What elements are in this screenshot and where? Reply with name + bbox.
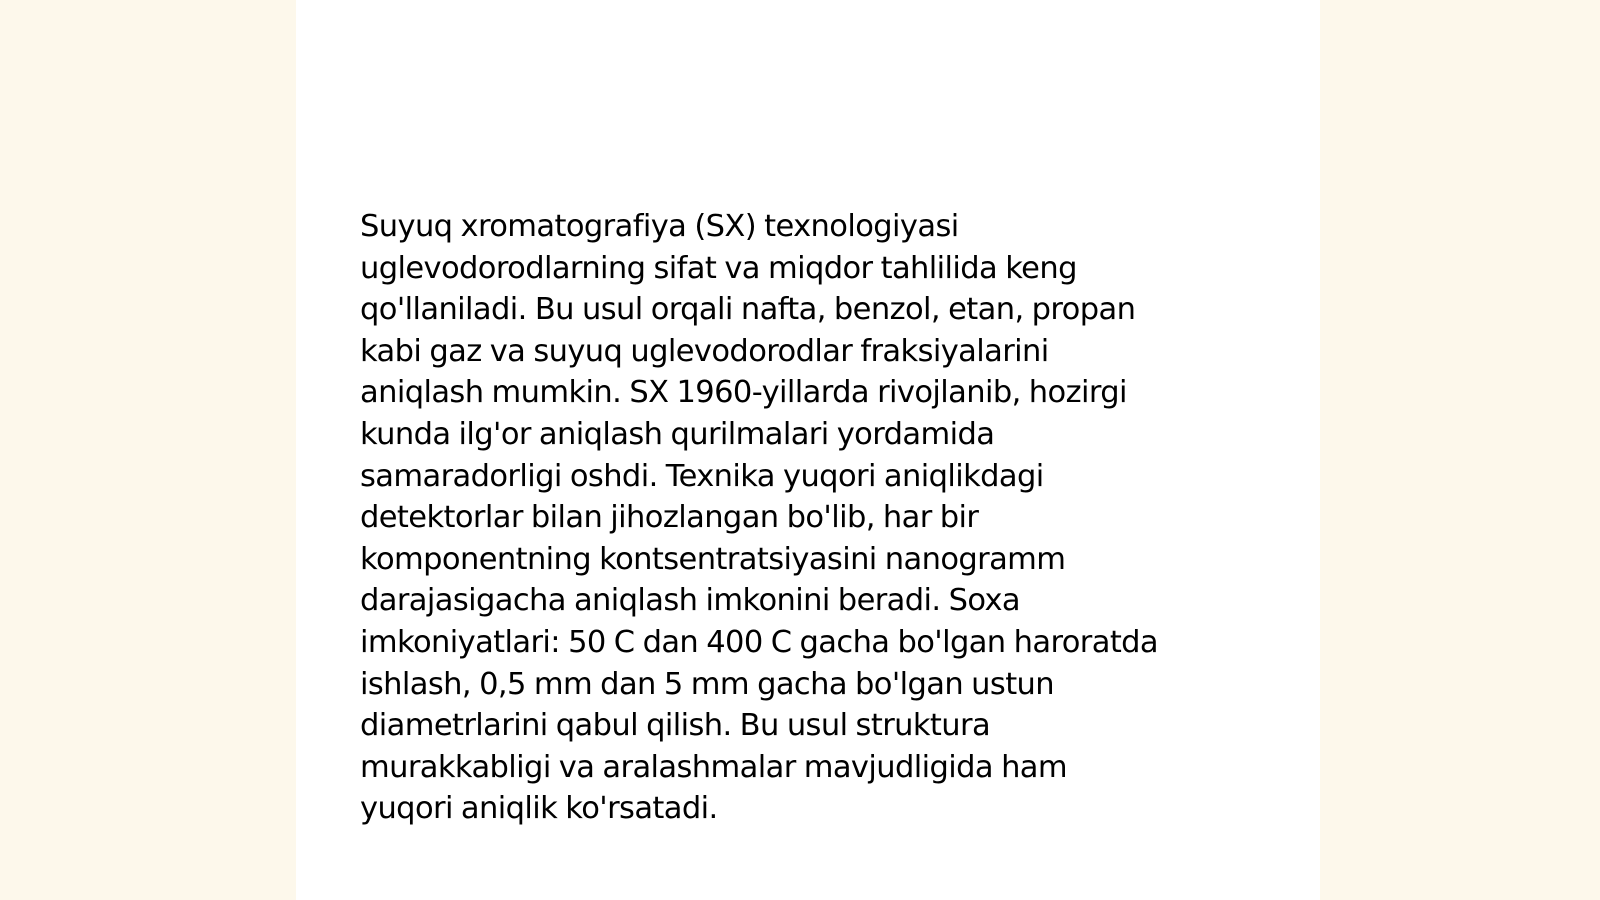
text-line: detektorlar bilan jihozlangan bo'lib, har bir — [360, 500, 979, 536]
text-line: komponentning kontsentratsiyasini nanogramm — [360, 541, 1066, 577]
text-line: samaradorligi oshdi. Texnika yuqori aniqlikdagi — [360, 458, 1044, 494]
right-margin — [1320, 0, 1600, 900]
text-line: kunda ilg'or aniqlash qurilmalari yordamida — [360, 416, 995, 452]
document-page — [296, 0, 1320, 900]
body-paragraph — [360, 206, 1260, 830]
text-line: kabi gaz va suyuq uglevodorodlar fraksiyalarini — [360, 333, 1049, 369]
text-line: ishlash, 0,5 mm dan 5 mm gacha bo'lgan ustun — [360, 666, 1055, 702]
text-line: imkoniyatlari: 50 C dan 400 C gacha bo'lgan haroratda — [360, 624, 1159, 660]
left-margin — [0, 0, 296, 900]
text-line: darajasigacha aniqlash imkonini beradi. Soxa — [360, 583, 1021, 619]
text-line: aniqlash mumkin. SX 1960-yillarda rivojlanib, hozirgi — [360, 375, 1127, 411]
text-line: qo'llaniladi. Bu usul orqali nafta, benzol, etan, propan — [360, 292, 1136, 328]
text-line: Suyuq xromatografiya (SX) texnologiyasi — [360, 209, 959, 244]
text-line: diametrlarini qabul qilish. Bu usul struktura — [360, 708, 991, 744]
text-line: yuqori aniqlik ko'rsatadi. — [360, 791, 718, 827]
text-line: uglevodorodlarning sifat va miqdor tahlilida keng — [360, 250, 1077, 286]
text-line: murakkabligi va aralashmalar mavjudligida ham — [360, 749, 1068, 785]
